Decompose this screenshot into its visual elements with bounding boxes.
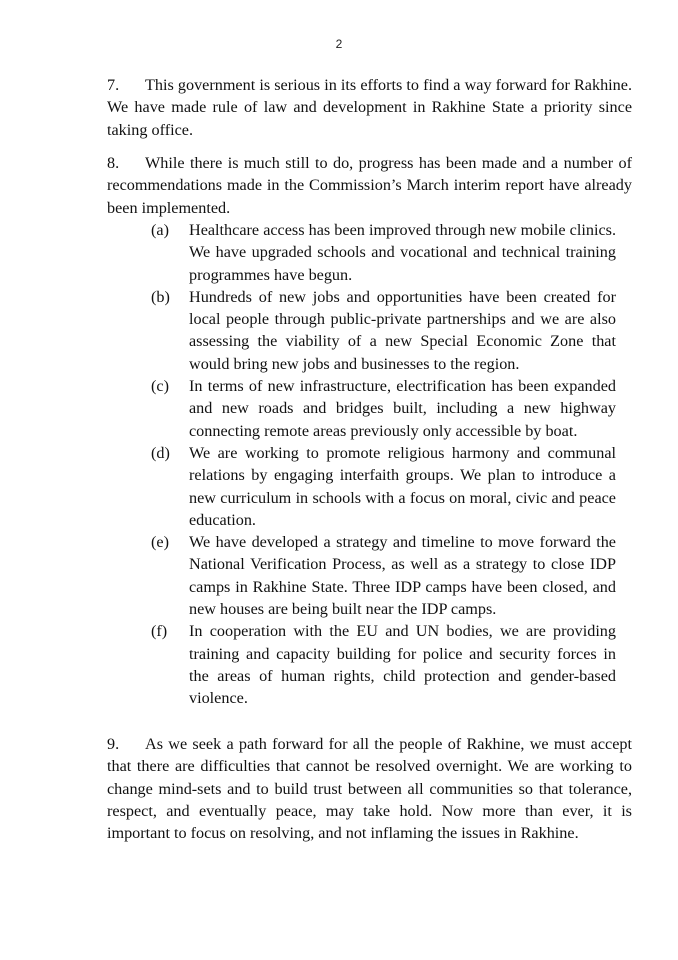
list-item-e (151, 531, 616, 620)
list-item-text: We have developed a strategy and timeline to move forward the National Verification Process, as well as a strategy to close IDP camps in Rakhine State. Three IDP camps have been closed, and new houses are being built near the IDP camps. (189, 533, 616, 619)
paragraph-number: 7. (107, 76, 120, 94)
list-item-label: (e) (151, 533, 169, 552)
list-item-c (151, 375, 616, 442)
list-item-text: Hundreds of new jobs and opportunities have been created for local people through public-private partnerships and we are also assessing the viability of a new Special Economic Zone that would bring new jobs and businesses to the region. (189, 287, 616, 373)
paragraph-7 (107, 74, 632, 141)
list-item-d (151, 442, 616, 531)
paragraph-number: 9. (107, 735, 120, 753)
page-number: 2 (335, 37, 343, 51)
list-item-label: (f) (151, 622, 168, 641)
list-item-text: We are working to promote religious harmony and communal relations by engaging interfaith groups. We plan to introduce a new curriculum in schools with a focus on moral, civic and peace education. (189, 443, 616, 529)
list-item-label: (c) (151, 377, 169, 396)
list-item-f (151, 620, 616, 709)
paragraph-text: As we seek a path forward for all the people of Rakhine, we must accept that there are difficulties that cannot be resolved overnight. We are working to change mind-sets and to build trust between all communities so that tolerance, respect, and eventually peace, may take hold. Now more than ever, it is important to focus on resolving, and not inflaming the issues in Rakhine. (107, 735, 632, 843)
paragraph-8 (107, 152, 632, 219)
list-item-a (151, 219, 616, 286)
list-item-label: (a) (151, 221, 169, 239)
list-item-b (151, 286, 616, 375)
paragraph-text: This government is serious in its efforts to find a way forward for Rakhine. We have made rule of law and development in Rakhine State a priority since taking office. (107, 76, 632, 139)
paragraph-8-sublist (151, 219, 616, 710)
list-item-label: (b) (151, 287, 170, 306)
list-item-text: Healthcare access has been improved through new mobile clinics. We have upgraded schools and vocational and technical training programmes have begun. (189, 221, 616, 284)
paragraph-text: While there is much still to do, progress has been made and a number of recommendations made in the Commission’s March interim report have already been implemented. (107, 154, 632, 217)
paragraph-number: 8. (107, 154, 120, 172)
list-item-text: In terms of new infrastructure, electrification has been expanded and new roads and bridges built, including a new highway connecting remote areas previously only accessible by boat. (189, 377, 616, 440)
paragraph-9 (107, 733, 632, 844)
list-item-label: (d) (151, 443, 170, 462)
list-item-text: In cooperation with the EU and UN bodies, we are providing training and capacity building for police and security forces in the areas of human rights, child protection and gender-based violence. (189, 622, 616, 708)
